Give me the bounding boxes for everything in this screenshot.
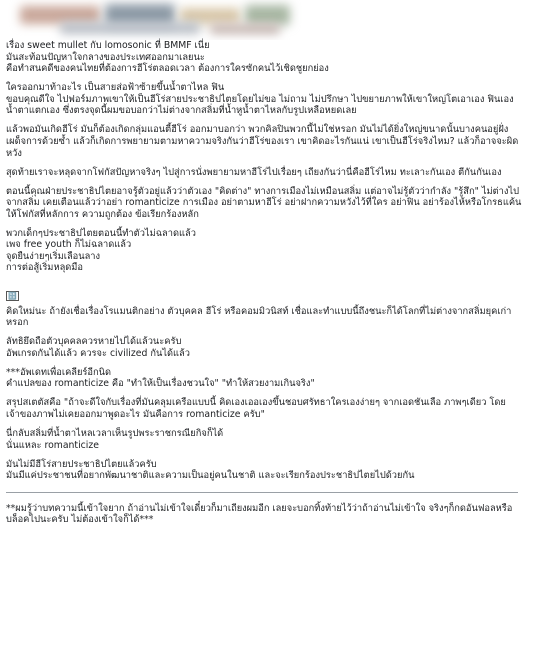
redacted-block (245, 5, 290, 25)
post-paragraph: สุดท้ายเราจะหลุดจากโฟกัสปัญหาจริงๆ ไปสู่การนั่งพยายามหาฮีโร่ไปเรื่อยๆ เถียงกันว่านี่คือฮีโร่ไหม ทะเลาะกันเอง ตีกันกันเอง (6, 166, 502, 178)
emoji-row (6, 278, 528, 302)
post-paragraph: พวกเด็กๆประชาธิปไตยตอนนี้ทำตัวไม่ฉลาดแล้ว เพจ free youth ก็ไม่ฉลาดแล้ว จุดยืนง่ายๆเริ่มเลือนลาง การต่อสู้เริ่มหลุดมือ (6, 227, 196, 274)
post-paragraph: เรื่อง sweet mullet กับ lomosonic ที่ BMMF เนี่ย มันสะท้อนปัญหาใจกลางของประเทศออกมาเลยนะ คือทำสนคดีของคนไทยที่ต้องการฮีโร่ตลอดเวลา ต้องการใครซักคนไว้เชิดชูยกย่อง (6, 40, 329, 75)
redacted-block (210, 24, 280, 34)
post-paragraph: ลัทธิยึดถือตัวบุคคลควรหายไปได้แล้วนะครับ อัพเกรดกันได้แล้ว ควรจะ civilized กันได้แล้ว (6, 336, 190, 359)
post-paragraph: ***อัพเดทเพื่อเคลียร์อีกนิด คำแปลของ romanticize คือ "ทำให้เป็นเรื่องชวนใจ" "ทำให้สวยงามเกินจริง" (6, 366, 315, 390)
redacted-header (0, 0, 533, 40)
footer-note: **ผมรู้ว่าบทความนี้เข้าใจยาก ถ้าอ่านไม่เข้าใจเดี๋ยวก็มาเถียงผมอีก เลยจะบอกทิ้งท้ายไว้ว่าถ้าอ่านไม่เข้าใจ จริงๆก็กดอันฟอลหรือบล็อคไปนะครับ ไม่ต้องเข้าใจก็ได้*** (6, 502, 513, 526)
divider (6, 492, 518, 493)
post-paragraph: คิดใหม่นะ ถ้ายังเชื่อเรื่องโรแมนติกอย่าง ตัวบุคคล ฮีโร่ หรือคอมมิวนิสท์ เชื่อและทำแบบนี้ถึงชนะก็ได้โลกที่ไม่ต่างจากสลิ่มยุคเก่าหรอก (6, 305, 512, 329)
post-paragraph: มันไม่มีฮีโร่สายประชาธิปไตยแล้วครับ มันมีแค่ประชาชนที่อยากพัฒนาชาติและความเป็นอยู่คนในชาติ และจะเรียกร้องประชาธิปไตยไปด้วยกัน (6, 458, 415, 482)
post-paragraph: ใครออกมาท้าอะไร เป็นสายส่อฟ้าซ้ายขึ้นน้ำตาไหล ฟิน ขอบคุณดีใจ ไปฟอร์มภาพเขาให้เป็นฮีโร่สายประชาธิปไตยโดยไม่ขอ ไม่ถาม ไม่ปรึกษา ไปขยายภาพให้เขาใหญ่โตเอาเอง ฟินเอง น้ำตาแตกเอง ซึ่งตรงจุดนี้ผมขอบอกว่าไม่ต่างจากสลิ่มที่น้ำหูน้ำตาไหลกับรูปเหลือหยดเลย (6, 82, 514, 117)
post-text (6, 40, 528, 533)
post-paragraph: สรุปสเตตัสคือ "ถ้าจะดีใจกับเรื่องที่มันคลุมเครือแบบนี้ คิดเองเออเองขึ้นชอบศรัทธาใครเองง่ายๆ จากเอดชันเลือ ภาพๆเดียว โดยเจ้าของภาพไม่เคยออกมาพูดอะไร มันคือการ romanticize ครับ" (6, 397, 506, 420)
post-paragraph: นี่กลับสลิ่มที่น้ำตาไหลเวลาเห็นรูปพระราชกรณียกิจก็ได้ นั่นแหละ romanticize (6, 427, 224, 451)
post-paragraph: ตอนนี้คุณฝ่ายประชาธิปไตยอาจรู้ตัวอยู่แล้วว่าตัวเอง "คิดต่าง" ทางการเมืองไม่เหมือนสลิ่ม แต่อาจไม่รู้ตัวว่ากำลัง "รู้สึก" ไม่ต่างไปจากสลิ่ม เคยเตือนแล้วว่าอย่า romanticize การเมือง อย่าตามหาฮีโร่ อย่าฝากความหวังไว้ที่ใคร อย่าฟิน อย่าร้องไห้หรือโกรธแค้น ให้โฟกัสที่หลักการ ความถูกต้อง ข้อเรียกร้องหลัก (6, 185, 522, 220)
post-paragraph: แล้วพอมันเกิดฮีโร่ มันก็ต้องเกิดกลุ่มแอนตี้ฮีโร่ ออกมาบอกว่า พวกคิลปินพวกนี้ไม่ใช่หรอก มันไม่ได้ยิ่งใหญ่ขนาดนั้นบางคนอยู่ฝั่งเผด็จการด้วยซ้ำ แล้วก็เกิดการพยายามตามหาความจริงกันว่าฮีโร่ของเรา เขาคิดอะไรกันแน่ เขาเป็นฮีโร่จริงไหม? แล้วก็อาจจะผิดหวัง (6, 124, 519, 159)
letters-emoji-icon: 🔠 (8, 291, 17, 300)
redacted-block (60, 22, 200, 34)
